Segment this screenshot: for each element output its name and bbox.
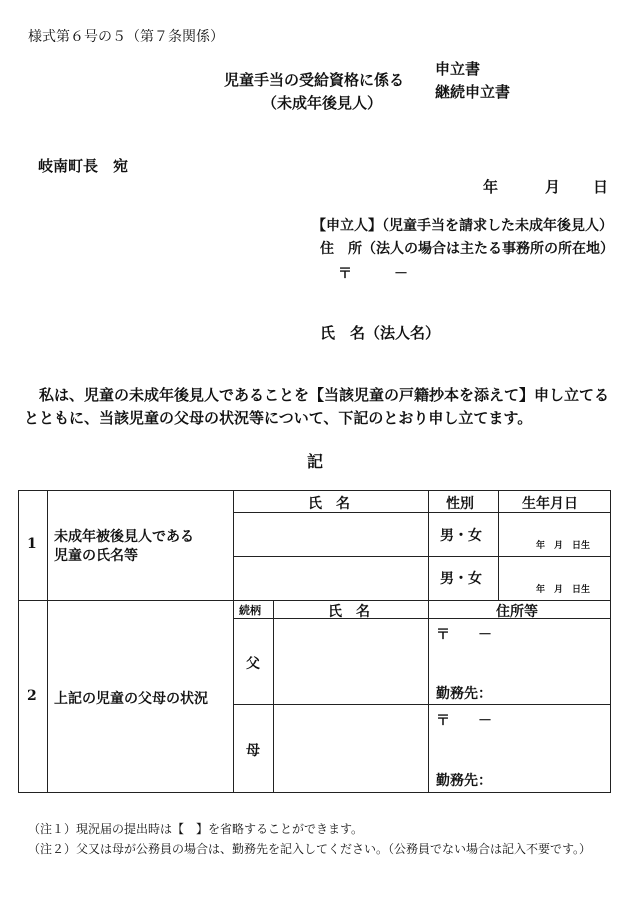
date-year-label: 年 (483, 178, 499, 196)
title-option-continuation: 継続申立書 (435, 83, 511, 101)
form-title: 児童手当の受給資格に係る (224, 71, 405, 89)
section-2-label: 上記の児童の父母の状況 (54, 691, 208, 707)
applicant-address-label: 住 所（法人の場合は主たる事務所の所在地） (320, 241, 614, 257)
child-2-gender: 男・女 (440, 571, 482, 587)
ki-heading: 記 (307, 452, 324, 471)
date-month-label: 月 (545, 178, 561, 196)
form-number: 様式第６号の５（第７条関係） (28, 29, 224, 45)
col-header-name: 氏 名 (308, 496, 350, 512)
col-header-birthdate: 生年月日 (522, 496, 578, 512)
col-header-parent-name: 氏 名 (328, 604, 370, 620)
child-1-gender: 男・女 (440, 528, 482, 544)
addressee: 岐南町長 宛 (38, 157, 129, 175)
note-1: （注１）現況届の提出時は【 】を省略することができます。 (28, 822, 364, 836)
statement-text: 私は、児童の未成年後見人であることを【当該児童の戸籍抄本を添えて】申し立てるとともに、当該児童の父母の状況等について、下記のとおり申し立てます。 (24, 386, 610, 427)
applicant-heading: 【申立人】（児童手当を請求した未成年後見人） (312, 218, 613, 234)
mother-postal: 〒 － (436, 713, 492, 729)
form-subtitle: （未成年後見人） (262, 94, 383, 112)
child-1-birthdate: 年 月 日生 (536, 541, 591, 551)
date-day-label: 日 (593, 178, 609, 196)
section-1-label-line2: 児童の氏名等 (54, 548, 138, 564)
relation-father: 父 (246, 656, 260, 672)
title-option-application: 申立書 (435, 60, 481, 78)
mother-workplace-label: 勤務先： (436, 773, 492, 789)
section-1-number: 1 (27, 536, 37, 552)
father-postal: 〒 － (436, 627, 492, 643)
child-2-birthdate: 年 月 日生 (536, 585, 591, 595)
father-workplace-label: 勤務先： (436, 686, 492, 702)
note-2: （注２）父又は母が公務員の場合は、勤務先を記入してください。（公務員でない場合は記入不要です。） (28, 842, 592, 856)
applicant-name-label: 氏 名（法人名） (320, 324, 441, 342)
applicant-postal-field: 〒 － (338, 266, 408, 282)
col-header-address: 住所等 (496, 604, 538, 620)
col-header-relation: 続柄 (239, 604, 261, 617)
section-1-label-line1: 未成年被後見人である (54, 529, 194, 545)
section-2-number: 2 (27, 688, 37, 704)
relation-mother: 母 (246, 743, 260, 759)
col-header-gender: 性別 (446, 496, 474, 512)
